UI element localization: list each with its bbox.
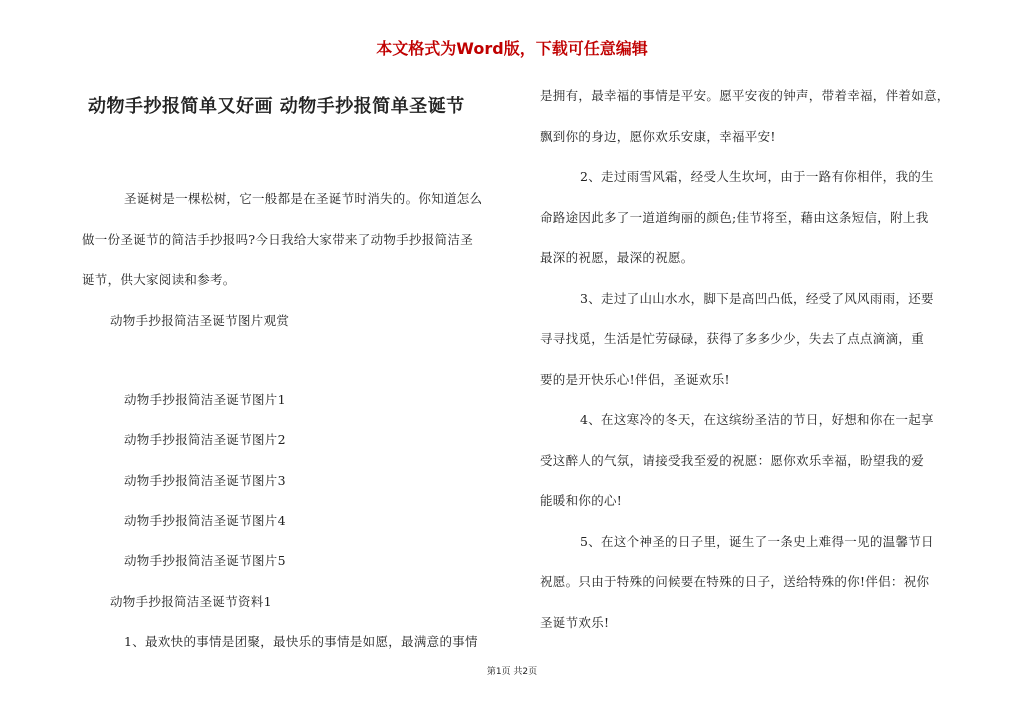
right-line-3: 2、走过雨雪风霜，经受人生坎坷，由于一路有你相伴，我的生	[580, 169, 934, 184]
intro-line-3: 诞节，供大家阅读和参考。	[82, 272, 236, 287]
item-1-start: 1、最欢快的事情是团聚，最快乐的事情是如愿，最满意的事情	[124, 634, 478, 649]
document-title: 动物手抄报简单又好画 动物手抄报简单圣诞节	[88, 96, 465, 117]
right-line-8: 要的是开快乐心!伴侣，圣诞欢乐!	[540, 372, 730, 387]
material-heading: 动物手抄报简洁圣诞节资料1	[110, 594, 272, 609]
image-caption-1: 动物手抄报简洁圣诞节图片1	[124, 392, 286, 407]
intro-line-1: 圣诞树是一棵松树，它一般都是在圣诞节时消失的。你知道怎么	[124, 191, 483, 206]
right-line-11: 能暖和你的心!	[540, 493, 623, 508]
image-caption-4: 动物手抄报简洁圣诞节图片4	[124, 513, 286, 528]
right-line-6: 3、走过了山山水水，脚下是高凹凸低，经受了风风雨雨，还要	[580, 291, 934, 306]
word-format-banner: 本文格式为Word版，下载可任意编辑	[376, 39, 648, 58]
right-line-10: 受这醉人的气氛，请接受我至爱的祝愿：愿你欢乐幸福，盼望我的爱	[540, 453, 925, 468]
right-line-14: 圣诞节欢乐!	[540, 615, 610, 630]
image-caption-2: 动物手抄报简洁圣诞节图片2	[124, 432, 286, 447]
right-line-4: 命路途因此多了一道道绚丽的颜色;佳节将至，藉由这条短信，附上我	[540, 210, 929, 225]
right-line-1: 是拥有，最幸福的事情是平安。愿平安夜的钟声，带着幸福，伴着如意，	[540, 88, 950, 103]
gallery-heading: 动物手抄报简洁圣诞节图片观赏	[110, 313, 290, 328]
intro-line-2: 做一份圣诞节的简洁手抄报吗?今日我给大家带来了动物手抄报简洁圣	[82, 232, 474, 247]
right-line-7: 寻寻找觅，生活是忙劳碌碌，获得了多多少少，失去了点点滴滴，重	[540, 331, 925, 346]
right-line-13: 祝愿。只由于特殊的问候要在特殊的日子，送给特殊的你!伴侣：祝你	[540, 574, 930, 589]
image-caption-3: 动物手抄报简洁圣诞节图片3	[124, 473, 286, 488]
right-line-9: 4、在这寒冷的冬天，在这缤纷圣洁的节日，好想和你在一起享	[580, 412, 934, 427]
right-line-12: 5、在这个神圣的日子里，诞生了一条史上难得一见的温馨节日	[580, 534, 934, 549]
right-line-2: 飘到你的身边，愿你欢乐安康，幸福平安!	[540, 129, 776, 144]
right-line-5: 最深的祝愿，最深的祝愿。	[540, 250, 694, 265]
image-caption-5: 动物手抄报简洁圣诞节图片5	[124, 553, 286, 568]
page-number-footer: 第1页 共2页	[486, 667, 538, 677]
